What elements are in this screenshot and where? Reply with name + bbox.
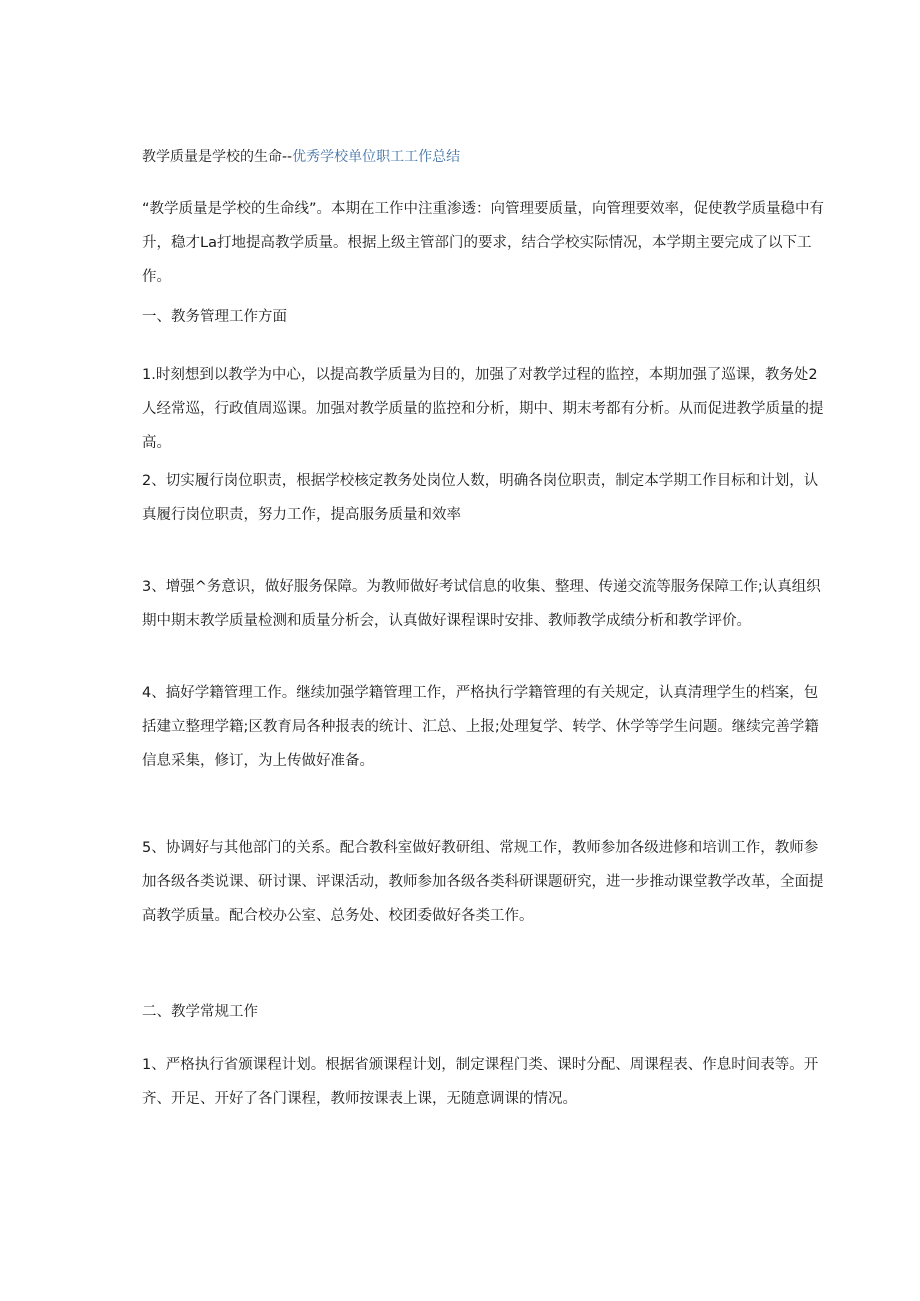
- section1-paragraph-3: 3、增强^务意识，做好服务保障。为教师做好考试信息的收集、整理、传递交流等服务保障工作;认真组织期中期末教学质量检测和质量分析会，认真做好课程课时安排、教师教学成绩分析和教学评价。: [142, 579, 821, 629]
- section1-paragraph-2: 2、切实履行岗位职责，根据学校核定教务处岗位人数，明确各岗位职责，制定本学期工作目标和计划，认真履行岗位职责，努力工作，提高服务质量和效率: [142, 473, 819, 523]
- section-heading-1: 一、教务管理工作方面: [142, 309, 287, 325]
- section1-paragraph-4: 4、搞好学籍管理工作。继续加强学籍管理工作，严格执行学籍管理的有关规定，认真清理学生的档案，包括建立整理学籍;区教育局各种报表的统计、汇总、上报;处理复学、转学、休学等学生问题。继续完善学籍信息采集，修订，为上传做好准备。: [142, 685, 819, 769]
- title-main: 教学质量是学校的生命--: [142, 149, 293, 165]
- intro-paragraph: “教学质量是学校的生命线”。本期在工作中注重渗透：向管理要质量，向管理要效率，促使教学质量稳中有升，稳才La打地提高教学质量。根据上级主管部门的要求，结合学校实际情况，本学期主要完成了以下工作。: [142, 201, 825, 285]
- section-heading-2: 二、教学常规工作: [142, 1004, 258, 1020]
- document-title: [142, 147, 460, 167]
- section1-paragraph-5: 5、协调好与其他部门的关系。配合教科室做好教研组、常规工作，教师参加各级进修和培训工作，教师参加各级各类说课、研讨课、评课活动，教师参加各级各类科研课题研究，进一步推动课堂教学改革，全面提高教学质量。配合校办公室、总务处、校团委做好各类工作。: [142, 840, 824, 924]
- title-subtitle: 优秀学校单位职工工作总结: [292, 149, 461, 165]
- section1-paragraph-1: 1.时刻想到以教学为中心，以提高教学质量为目的，加强了对教学过程的监控，本期加强了巡课，教务处2人经常巡，行政值周巡课。加强对教学质量的监控和分析，期中、期末考都有分析。从而促进教学质量的提高。: [142, 367, 824, 451]
- section2-paragraph-1: 1、严格执行省颁课程计划。根据省颁课程计划，制定课程门类、课时分配、周课程表、作息时间表等。开齐、开足、开好了各门课程，教师按课表上课，无随意调课的情况。: [142, 1057, 819, 1107]
